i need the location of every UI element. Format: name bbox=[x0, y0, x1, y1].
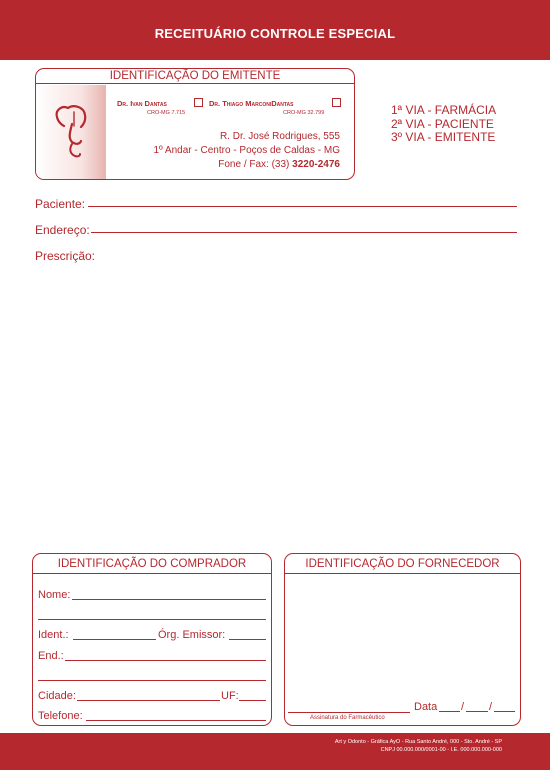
form-title: RECEITUÁRIO CONTROLE ESPECIAL bbox=[154, 26, 396, 41]
emitter-address-line-1: R. Dr. José Rodrigues, 555 bbox=[219, 131, 340, 142]
doctor-name-1: Dr. Ivan Dantas bbox=[117, 99, 167, 108]
doctor-1-checkbox[interactable] bbox=[194, 98, 203, 107]
copy-patient: 2ª VIA - PACIENTE bbox=[391, 116, 494, 131]
buyer-address-field-2[interactable] bbox=[38, 680, 266, 681]
date-label: Data bbox=[414, 701, 438, 713]
buyer-address-label: End.: bbox=[38, 650, 64, 662]
footer-printer-info: Art y Odonto - Gráfica AyO - Rua Santo André, 000 - Sto. André - SP bbox=[334, 739, 502, 745]
tooth-logo-icon bbox=[28, 104, 98, 162]
copy-pharmacy: 1ª VIA - FARMÁCIA bbox=[391, 103, 497, 117]
copies-list bbox=[391, 104, 496, 145]
buyer-ident-label: Ident.: bbox=[38, 629, 69, 641]
buyer-state-label: UF: bbox=[221, 690, 239, 702]
phone-number: 3220-2476 bbox=[292, 159, 340, 170]
prescription-label: Prescrição: bbox=[35, 249, 96, 263]
doctor-2-checkbox[interactable] bbox=[332, 98, 341, 107]
pharmacist-signature-label: Assinatura do Farmacêutico bbox=[310, 715, 385, 721]
header-bar bbox=[0, 0, 550, 60]
doctor-name-2: Dr. Thiago MarconiDantas bbox=[209, 99, 294, 108]
buyer-ident-field[interactable] bbox=[73, 639, 156, 640]
phone-label: Fone / Fax: (33) bbox=[218, 159, 290, 170]
buyer-phone-field[interactable] bbox=[86, 720, 266, 721]
copy-emitter: 3º VIA - EMITENTE bbox=[391, 130, 496, 144]
date-separator-2: / bbox=[489, 701, 493, 713]
emitter-address-line-2: 1º Andar - Centro - Poços de Caldas - MG bbox=[153, 145, 340, 156]
buyer-issuer-label: Órg. Emissor: bbox=[158, 629, 226, 641]
supplier-title: IDENTIFICAÇÃO DO FORNECEDOR bbox=[285, 554, 520, 574]
patient-field[interactable] bbox=[88, 206, 517, 207]
address-label: Endereço: bbox=[35, 223, 90, 237]
buyer-issuer-field[interactable] bbox=[229, 639, 266, 640]
buyer-state-field[interactable] bbox=[239, 700, 266, 701]
buyer-city-label: Cidade: bbox=[38, 690, 76, 702]
footer-registration-info: CNPJ 00.000.000/0001-00 - I.E. 000.000.000-000 bbox=[380, 747, 502, 753]
buyer-name-field[interactable] bbox=[72, 599, 266, 600]
buyer-phone-label: Telefone: bbox=[38, 710, 83, 722]
buyer-address-field[interactable] bbox=[65, 660, 266, 661]
date-year-field[interactable] bbox=[494, 711, 515, 712]
date-day-field[interactable] bbox=[439, 711, 460, 712]
buyer-name-field-2[interactable] bbox=[38, 619, 266, 620]
doctor-registration-1: CRO-MG 7.715 bbox=[147, 110, 186, 116]
patient-label: Paciente: bbox=[35, 197, 86, 211]
date-month-field[interactable] bbox=[466, 711, 488, 712]
address-field[interactable] bbox=[91, 232, 517, 233]
buyer-name-label: Nome: bbox=[38, 589, 71, 601]
date-separator-1: / bbox=[461, 701, 465, 713]
buyer-title: IDENTIFICAÇÃO DO COMPRADOR bbox=[33, 554, 271, 574]
emitter-phone bbox=[218, 159, 340, 170]
supplier-box bbox=[284, 553, 521, 726]
prescription-area[interactable] bbox=[35, 268, 517, 543]
doctor-registration-2: CRO-MG 32.799 bbox=[283, 110, 325, 116]
buyer-city-field[interactable] bbox=[77, 700, 220, 701]
emitter-title: IDENTIFICAÇÃO DO EMITENTE bbox=[36, 69, 354, 84]
pharmacist-signature-field[interactable] bbox=[288, 712, 410, 713]
